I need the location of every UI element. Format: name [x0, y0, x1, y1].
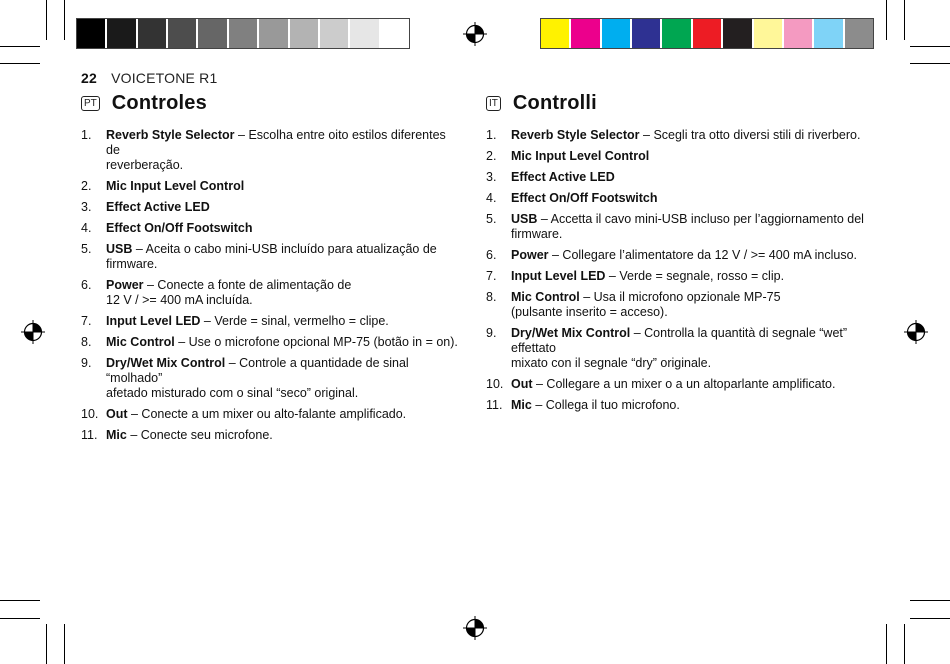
it-control-list — [486, 128, 866, 413]
item-label: USB — [106, 242, 133, 256]
item-description-continued: mixato con il segnale “dry” originale. — [511, 356, 712, 370]
item-description: – Scegli tra otto diversi stili di riverbero. — [639, 128, 861, 142]
gray-swatch — [77, 19, 107, 48]
crop-mark — [904, 624, 905, 664]
crop-mark — [904, 0, 905, 40]
item-description: – Collegare l’alimentatore da 12 V / >= 400 mA incluso. — [548, 248, 858, 262]
list-item — [486, 170, 866, 185]
grayscale-swatch-strip — [76, 18, 410, 49]
list-item — [81, 242, 461, 272]
item-number: 4. — [81, 221, 92, 235]
gray-swatch — [381, 19, 409, 48]
page-number: 22 — [81, 70, 97, 86]
item-text — [106, 200, 461, 215]
item-description: – Collega il tuo microfono. — [531, 398, 680, 412]
crop-mark — [910, 46, 950, 47]
item-text — [511, 248, 866, 263]
color-swatch — [571, 19, 601, 48]
item-text — [511, 269, 866, 284]
item-text — [511, 170, 866, 185]
language-badge: PT — [81, 96, 100, 111]
item-description: – Aceita o cabo mini-USB incluído para atualização de firmware. — [106, 242, 437, 271]
product-name: VOICETONE R1 — [111, 70, 218, 86]
gray-swatch — [107, 19, 137, 48]
color-swatch — [784, 19, 814, 48]
item-number: 3. — [81, 200, 92, 214]
list-item — [486, 290, 866, 320]
item-label: Out — [511, 377, 533, 391]
item-number: 6. — [81, 278, 92, 292]
list-item — [486, 128, 866, 143]
item-text — [106, 128, 461, 173]
list-item — [81, 407, 461, 422]
item-number: 4. — [486, 191, 497, 205]
item-text — [511, 149, 866, 164]
crop-mark — [910, 600, 950, 601]
color-swatch — [632, 19, 662, 48]
gray-swatch — [259, 19, 289, 48]
language-badge: IT — [486, 96, 501, 111]
item-text — [511, 377, 866, 392]
list-item — [486, 149, 866, 164]
crop-mark — [64, 624, 65, 664]
item-text — [511, 191, 866, 206]
item-label: Dry/Wet Mix Control — [511, 326, 631, 340]
item-text — [106, 407, 461, 422]
list-item — [81, 128, 461, 173]
gray-swatch — [290, 19, 320, 48]
item-description-continued: 12 V / >= 400 mA incluída. — [106, 293, 253, 307]
item-number: 11. — [486, 398, 503, 412]
item-number: 1. — [486, 128, 497, 142]
item-number: 5. — [81, 242, 92, 256]
item-description: – Conecte a fonte de alimentação de — [143, 278, 352, 292]
item-label: USB — [511, 212, 538, 226]
list-item — [486, 269, 866, 284]
item-label: Effect Active LED — [511, 170, 615, 184]
item-text — [511, 290, 866, 320]
item-text — [106, 179, 461, 194]
item-label: Effect Active LED — [106, 200, 210, 214]
item-number: 9. — [81, 356, 92, 370]
item-label: Power — [511, 248, 549, 262]
gray-swatch — [229, 19, 259, 48]
item-text — [106, 314, 461, 329]
item-label: Power — [106, 278, 144, 292]
crop-mark — [910, 63, 950, 64]
crop-mark — [886, 0, 887, 40]
item-description: – Controle a quantidade de sinal “molhado” — [106, 356, 409, 385]
item-label: Mic Input Level Control — [511, 149, 650, 163]
item-label: Input Level LED — [106, 314, 201, 328]
crop-mark — [886, 624, 887, 664]
color-swatch-strip — [540, 18, 874, 49]
crop-mark — [46, 624, 47, 664]
crop-mark — [0, 63, 40, 64]
it-section — [486, 92, 866, 419]
item-label: Effect On/Off Footswitch — [106, 221, 253, 235]
color-swatch — [814, 19, 844, 48]
it-heading — [486, 92, 866, 114]
item-label: Dry/Wet Mix Control — [106, 356, 226, 370]
item-description: – Controlla la quantità di segnale “wet” effettato — [511, 326, 848, 355]
item-text — [106, 335, 461, 350]
registration-mark-icon — [904, 320, 928, 344]
item-number: 3. — [486, 170, 497, 184]
item-number: 10. — [486, 377, 504, 391]
item-label: Mic Input Level Control — [106, 179, 245, 193]
list-item — [81, 428, 461, 443]
item-number: 7. — [486, 269, 497, 283]
color-swatch — [754, 19, 784, 48]
item-description: – Use o microfone opcional MP-75 (botão in = on). — [174, 335, 458, 349]
item-description: – Escolha entre oito estilos diferentes de — [106, 128, 446, 157]
registration-mark-icon — [463, 616, 487, 640]
item-text — [106, 242, 461, 272]
color-swatch — [693, 19, 723, 48]
color-swatch — [602, 19, 632, 48]
color-swatch — [723, 19, 753, 48]
list-item — [486, 326, 866, 371]
section-title: Controles — [111, 91, 207, 114]
pt-section — [81, 92, 461, 449]
item-number: 1. — [81, 128, 92, 142]
item-description: – Verde = sinal, vermelho = clipe. — [200, 314, 389, 328]
item-text — [106, 356, 461, 401]
item-label: Out — [106, 407, 128, 421]
list-item — [81, 221, 461, 236]
item-label: Reverb Style Selector — [511, 128, 640, 142]
pt-control-list — [81, 128, 461, 443]
list-item — [81, 179, 461, 194]
item-description-continued: afetado misturado com o sinal “seco” original. — [106, 386, 359, 400]
item-label: Effect On/Off Footswitch — [511, 191, 658, 205]
item-number: 11. — [81, 428, 98, 442]
list-item — [486, 212, 866, 242]
color-swatch — [845, 19, 873, 48]
item-label: Reverb Style Selector — [106, 128, 235, 142]
item-number: 2. — [81, 179, 92, 193]
list-item — [81, 335, 461, 350]
item-text — [106, 221, 461, 236]
page-header — [81, 70, 217, 86]
list-item — [486, 398, 866, 413]
list-item — [81, 200, 461, 215]
item-number: 9. — [486, 326, 497, 340]
gray-swatch — [198, 19, 228, 48]
item-description: – Usa il microfono opzionale MP-75 — [579, 290, 781, 304]
item-text — [511, 128, 866, 143]
item-description: – Conecte seu microfone. — [126, 428, 273, 442]
item-description-continued: (pulsante inserito = acceso). — [511, 305, 668, 319]
crop-mark — [0, 600, 40, 601]
list-item — [486, 377, 866, 392]
item-number: 7. — [81, 314, 92, 328]
item-text — [106, 428, 461, 443]
registration-mark-icon — [21, 320, 45, 344]
list-item — [81, 356, 461, 401]
crop-mark — [0, 46, 40, 47]
gray-swatch — [138, 19, 168, 48]
list-item — [81, 278, 461, 308]
list-item — [486, 191, 866, 206]
item-description-continued: reverberação. — [106, 158, 184, 172]
crop-mark — [46, 0, 47, 40]
gray-swatch — [168, 19, 198, 48]
crop-mark — [64, 0, 65, 40]
item-label: Mic Control — [106, 335, 175, 349]
registration-mark-icon — [463, 22, 487, 46]
crop-mark — [910, 618, 950, 619]
item-label: Mic Control — [511, 290, 580, 304]
section-title: Controlli — [512, 91, 597, 114]
item-number: 10. — [81, 407, 99, 421]
gray-swatch — [350, 19, 380, 48]
list-item — [486, 248, 866, 263]
item-description: – Conecte a um mixer ou alto-falante amplificado. — [127, 407, 407, 421]
item-label: Mic — [106, 428, 127, 442]
item-number: 6. — [486, 248, 497, 262]
pt-heading — [81, 92, 461, 114]
color-swatch — [662, 19, 692, 48]
list-item — [81, 314, 461, 329]
item-number: 8. — [81, 335, 92, 349]
item-text — [106, 278, 461, 308]
gray-swatch — [320, 19, 350, 48]
item-label: Mic — [511, 398, 532, 412]
item-description: – Verde = segnale, rosso = clip. — [605, 269, 785, 283]
item-text — [511, 398, 866, 413]
item-text — [511, 212, 866, 242]
item-description: – Accetta il cavo mini-USB incluso per l’aggiornamento del firmware. — [511, 212, 864, 241]
item-number: 5. — [486, 212, 497, 226]
item-label: Input Level LED — [511, 269, 606, 283]
item-number: 2. — [486, 149, 497, 163]
item-description: – Collegare a un mixer o a un altoparlante amplificato. — [532, 377, 836, 391]
color-swatch — [541, 19, 571, 48]
item-text — [511, 326, 866, 371]
crop-mark — [0, 618, 40, 619]
item-number: 8. — [486, 290, 497, 304]
